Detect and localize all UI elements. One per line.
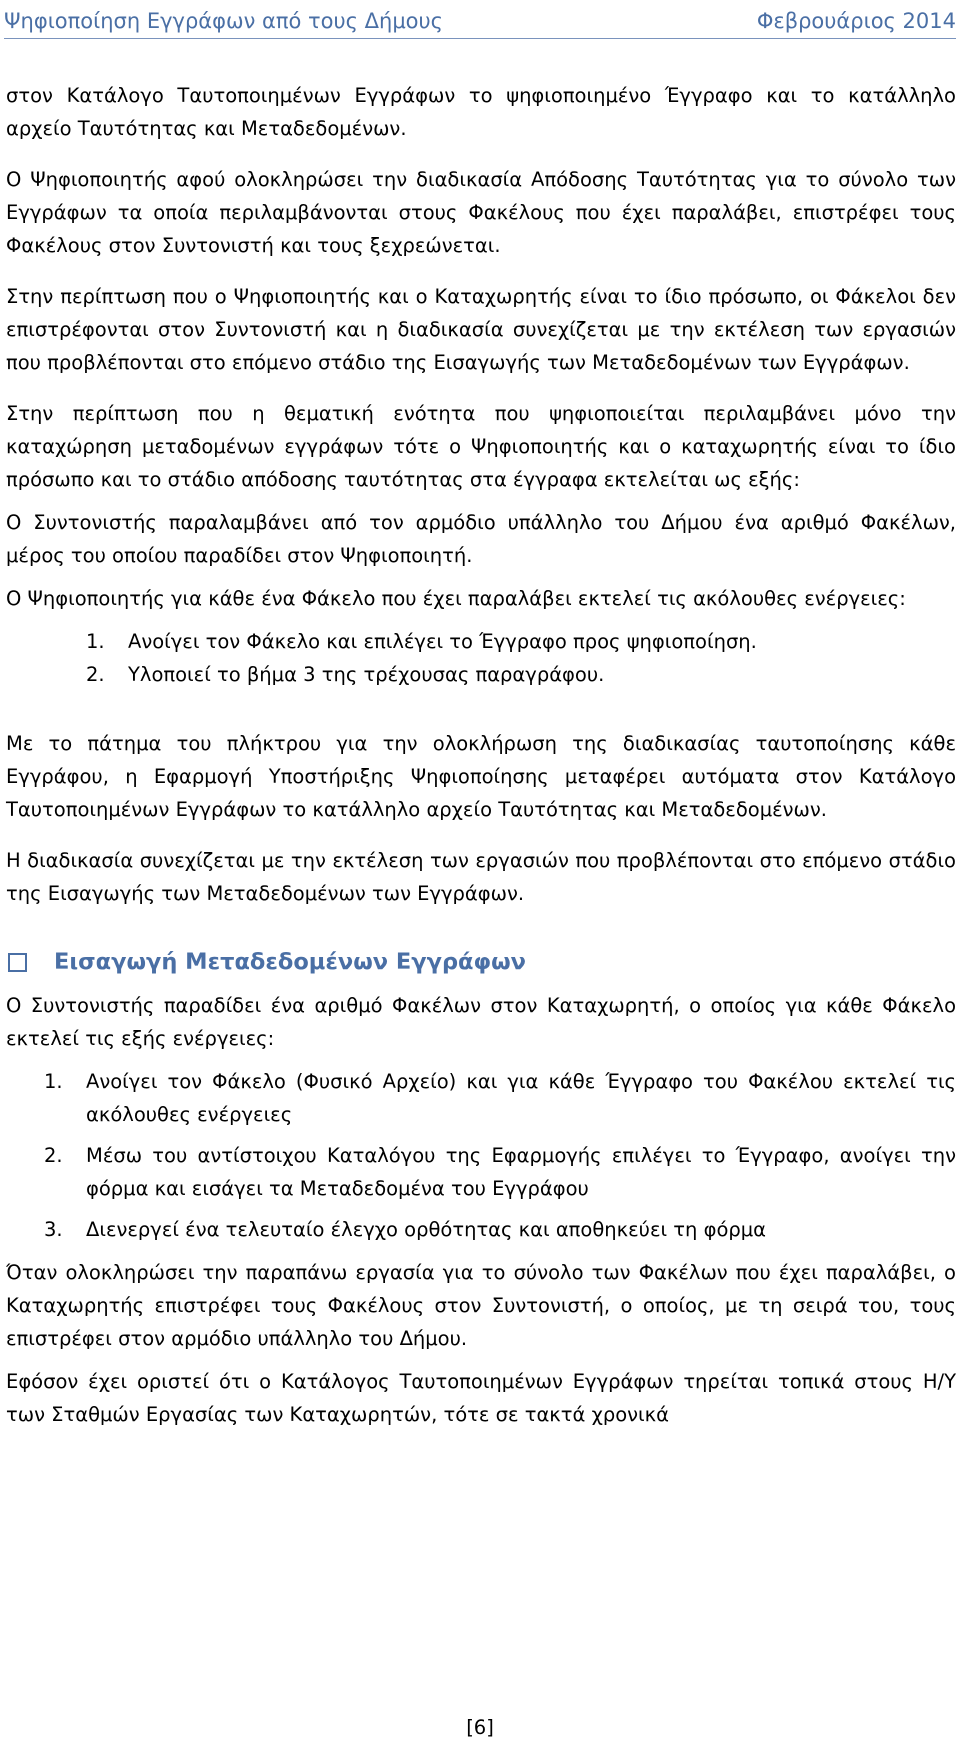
- list-item-text: Διενεργεί ένα τελευταίο έλεγχο ορθότητας και αποθηκεύει τη φόρμα: [86, 1218, 767, 1241]
- list-item-text: Ανοίγει τον Φάκελο (Φυσικό Αρχείο) και για κάθε Έγγραφο του Φακέλου εκτελεί τις ακόλουθες ενέργειες: [86, 1070, 956, 1126]
- list-item: [6, 1065, 956, 1131]
- paragraph: Ο Συντονιστής παραλαμβάνει από τον αρμόδιο υπάλληλο του Δήμου ένα αριθμό Φακέλων, μέρος του οποίου παραδίδει στον Ψηφιοποιητή.: [6, 511, 956, 567]
- header-date: Φεβρουάριος 2014: [756, 9, 956, 33]
- list-item-text: Υλοποιεί το βήμα 3 της τρέχουσας παραγράφου.: [128, 663, 605, 686]
- paragraph: Στην περίπτωση που ο Ψηφιοποιητής και ο Καταχωρητής είναι το ίδιο πρόσωπο, οι Φάκελοι δεν επιστρέφονται στον Συντονιστή και η διαδικασία συνεχίζεται με την εκτέλεση των εργασιών που προβλέπονται στο επόμενο στάδιο της Εισαγωγής των Μεταδεδομένων των Εγγράφων.: [6, 285, 956, 374]
- list-item: [6, 1139, 956, 1205]
- list-item-text: Ανοίγει τον Φάκελο και επιλέγει το Έγγραφο προς ψηφιοποίηση.: [128, 630, 757, 653]
- header-title: Ψηφιοποίηση Εγγράφων από τους Δήμους: [4, 9, 444, 33]
- paragraph: Στην περίπτωση που η θεματική ενότητα που ψηφιοποιείται περιλαμβάνει μόνο την καταχώρηση μεταδομένων εγγράφων τότε ο Ψηφιοποιητής και ο καταχωρητής είναι το ίδιο πρόσωπο και το στάδιο απόδοσης ταυτότητας στα έγγραφα εκτελείται ως εξής:: [6, 402, 956, 491]
- list-item: [6, 625, 956, 658]
- section-heading: [6, 946, 956, 979]
- list-item-number: 1.: [44, 1070, 63, 1093]
- paragraph: Εφόσον έχει οριστεί ότι ο Κατάλογος Ταυτοποιημένων Εγγράφων τηρείται τοπικά στους Η/Υ των Σταθμών Εργασίας των Καταχωρητών, τότε σε τακτά χρονικά: [6, 1370, 956, 1426]
- paragraph: Ο Συντονιστής παραδίδει ένα αριθμό Φακέλων στον Καταχωρητή, ο οποίος για κάθε Φάκελο εκτελεί τις εξής ενέργειες:: [6, 994, 956, 1050]
- list-item-number: 2.: [44, 1144, 63, 1167]
- paragraph: στον Κατάλογο Ταυτοποιημένων Εγγράφων το ψηφιοποιημένο Έγγραφο και το κατάλληλο αρχείο Ταυτότητας και Μεταδεδομένων.: [6, 84, 956, 140]
- document-body: [6, 79, 956, 1431]
- paragraph: Όταν ολοκληρώσει την παραπάνω εργασία για το σύνολο των Φακέλων που έχει παραλάβει, ο Καταχωρητής επιστρέφει τους Φακέλους στον Συντονιστή, ο οποίος, με τη σειρά του, τους επιστρέφει στον αρμόδιο υπάλληλο του Δήμου.: [6, 1261, 956, 1350]
- page-header: [4, 4, 956, 39]
- page-number: [6]: [466, 1716, 494, 1739]
- list-item: [6, 1213, 956, 1246]
- list-item-number: 2.: [86, 663, 105, 686]
- paragraph: Ο Ψηφιοποιητής αφού ολοκληρώσει την διαδικασία Απόδοσης Ταυτότητας για το σύνολο των Εγγράφων τα οποία περιλαμβάνονται στους Φακέλους που έχει παραλάβει, επιστρέφει τους Φακέλους στον Συντονιστή και τους ξεχρεώνεται.: [6, 168, 956, 257]
- list-item-number: 1.: [86, 630, 105, 653]
- digitizer-steps-list: [6, 625, 956, 691]
- list-item-number: 3.: [44, 1218, 63, 1241]
- paragraph: Με το πάτημα του πλήκτρου για την ολοκλήρωση της διαδικασίας ταυτοποίησης κάθε Εγγράφου, η Εφαρμογή Υποστήριξης Ψηφιοποίησης μεταφέρει αυτόματα στον Κατάλογο Ταυτοποιημένων Εγγράφων το κατάλληλο αρχείο Ταυτότητας και Μεταδεδομένων.: [6, 732, 956, 821]
- paragraph: Η διαδικασία συνεχίζεται με την εκτέλεση των εργασιών που προβλέπονται στο επόμενο στάδιο της Εισαγωγής των Μεταδεδομένων των Εγγράφων.: [6, 849, 956, 905]
- registrar-steps-list: [6, 1065, 956, 1246]
- list-item: [6, 658, 956, 691]
- section-heading-text: Εισαγωγή Μεταδεδομένων Εγγράφων: [54, 949, 526, 975]
- list-item-text: Μέσω του αντίστοιχου Καταλόγου της Εφαρμογής επιλέγει το Έγγραφο, ανοίγει την φόρμα και εισάγει τα Μεταδεδομένα του Εγγράφου: [86, 1144, 956, 1200]
- checkbox-bullet-icon: [8, 953, 27, 972]
- paragraph: Ο Ψηφιοποιητής για κάθε ένα Φάκελο που έχει παραλάβει εκτελεί τις ακόλουθες ενέργειες:: [6, 587, 906, 610]
